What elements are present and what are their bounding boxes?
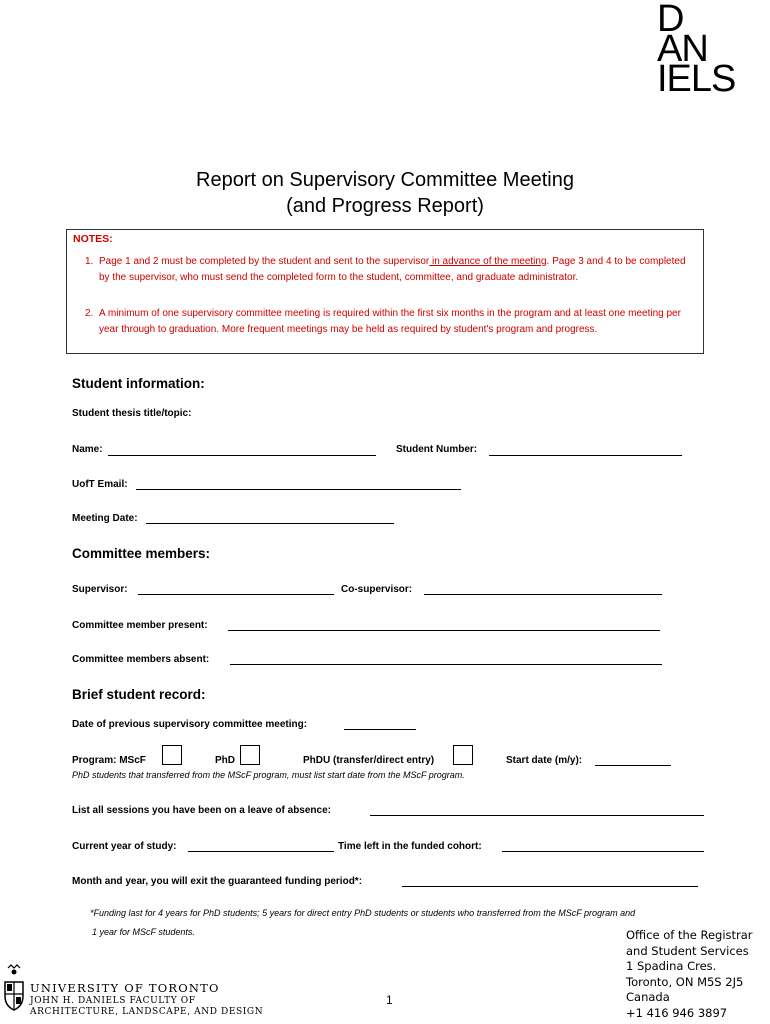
logo-line-2: AN	[657, 28, 708, 70]
office-line: Canada	[626, 990, 670, 1004]
logo-line-1: D	[657, 0, 684, 40]
leave-label: List all sessions you have been on a leave of absence:	[72, 805, 331, 816]
meeting-date-field[interactable]	[146, 523, 394, 524]
faculty-name-line-1: JOHN H. DANIELS FACULTY OF	[30, 996, 196, 1006]
page-title: Report on Supervisory Committee Meeting	[196, 169, 574, 191]
time-left-label: Time left in the funded cohort:	[338, 841, 482, 852]
office-line: Office of the Registrar	[626, 928, 753, 942]
phdu-checkbox[interactable]	[453, 745, 473, 765]
office-line: Toronto, ON M5S 2J5	[626, 974, 744, 989]
office-address	[626, 928, 753, 1021]
committee-heading: Committee members:	[72, 546, 211, 561]
email-field[interactable]	[136, 489, 461, 490]
cosupervisor-label: Co-supervisor:	[341, 584, 413, 595]
note-text: A minimum of one supervisory committee meeting is required within the first six months in the program and at least one meeting per year through to graduation. More frequent meetings may be held as required by student's program and progress.	[99, 308, 681, 335]
notes-label: NOTES:	[73, 233, 113, 245]
student-number-label: Student Number:	[396, 444, 478, 455]
note-text-part: . Page 3 and 4 to be completed by the supervisor, who must send the completed form to the student, committee, and graduate administrator.	[99, 256, 686, 283]
record-heading: Brief student record:	[72, 687, 206, 702]
previous-meeting-field[interactable]	[344, 729, 416, 730]
office-line: +1 416 946 3897	[626, 1005, 728, 1020]
time-left-field[interactable]	[502, 851, 704, 852]
note-number: 2.	[85, 308, 94, 319]
start-date-field[interactable]	[595, 765, 671, 766]
funding-note-line-1: *Funding last for 4 years for PhD students; 5 years for direct entry PhD students or students who transferred from the MScF program and	[90, 908, 636, 918]
name-field[interactable]	[108, 455, 376, 456]
committee-absent-field[interactable]	[230, 664, 662, 665]
page-subtitle: (and Progress Report)	[286, 195, 484, 217]
student-info-heading: Student information:	[72, 376, 205, 391]
logo-line-3: IELS	[657, 58, 736, 100]
exit-funding-label: Month and year, you will exit the guaranteed funding period*:	[72, 876, 363, 887]
note-text-underlined: in advance of the meeting	[429, 256, 547, 267]
note-item-2	[85, 306, 697, 337]
current-year-field[interactable]	[188, 851, 334, 852]
committee-present-field[interactable]	[228, 630, 660, 631]
note-item-1	[85, 254, 697, 285]
transfer-note: PhD students that transferred from the MScF program, must list start date from the MScF program.	[72, 770, 465, 780]
email-label: UofT Email:	[72, 479, 128, 490]
committee-present-label: Committee member present:	[72, 620, 208, 631]
notes-box	[66, 229, 704, 354]
phd-checkbox[interactable]	[240, 745, 260, 765]
note-number: 1.	[85, 256, 94, 267]
committee-absent-label: Committee members absent:	[72, 654, 210, 665]
exit-funding-field[interactable]	[402, 886, 698, 887]
program-label: Program: MScF	[72, 755, 146, 766]
page-number: 1	[386, 993, 393, 1007]
name-label: Name:	[72, 444, 103, 455]
start-date-label: Start date (m/y):	[506, 755, 583, 766]
office-line: and Student Services	[626, 943, 749, 958]
faculty-name-line-2: ARCHITECTURE, LANDSCAPE, AND DESIGN	[30, 1007, 264, 1017]
current-year-label: Current year of study:	[72, 841, 177, 852]
cosupervisor-field[interactable]	[424, 594, 662, 595]
uoft-name: UNIVERSITY OF TORONTO	[30, 981, 220, 995]
thesis-label: Student thesis title/topic:	[72, 408, 192, 419]
meeting-date-label: Meeting Date:	[72, 513, 138, 524]
funding-note-line-2: 1 year for MScF students.	[92, 927, 195, 937]
phdu-label: PhDU (transfer/direct entry)	[303, 755, 435, 766]
supervisor-field[interactable]	[138, 594, 334, 595]
phd-label: PhD	[215, 755, 235, 766]
leave-field[interactable]	[370, 815, 704, 816]
office-line: 1 Spadina Cres.	[626, 959, 717, 973]
note-text	[99, 254, 697, 285]
student-number-field[interactable]	[489, 455, 682, 456]
supervisor-label: Supervisor:	[72, 584, 128, 595]
mscf-checkbox[interactable]	[162, 745, 182, 765]
note-text-part: Page 1 and 2 must be completed by the student and sent to the supervisor	[99, 256, 430, 267]
uoft-crest-icon	[2, 964, 26, 1012]
previous-meeting-label: Date of previous supervisory committee meeting:	[72, 719, 308, 730]
daniels-logo	[657, 0, 736, 100]
